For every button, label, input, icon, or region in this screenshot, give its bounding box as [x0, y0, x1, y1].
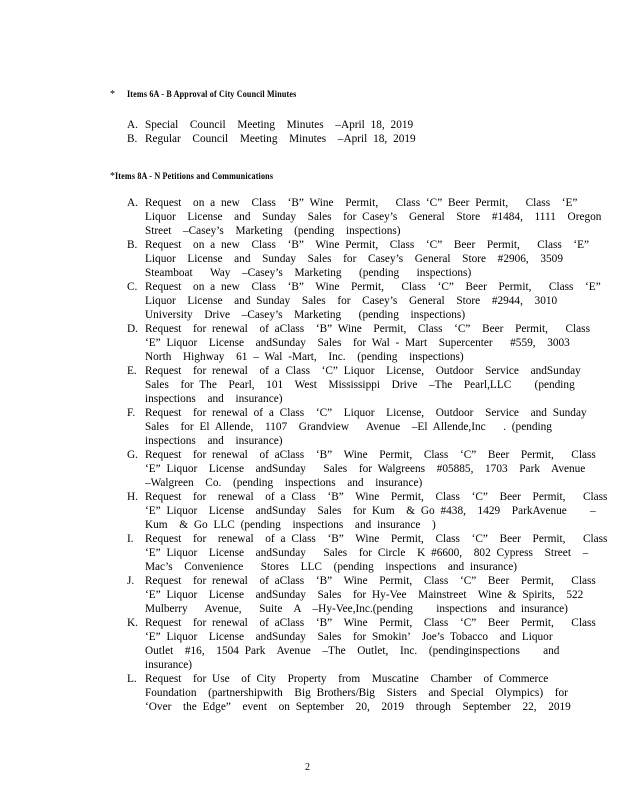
item-text — [145, 672, 571, 714]
item-letter: E. — [127, 365, 137, 377]
text-line: Sales for The Pearl, 101 West Mississippi Drive –The Pearl,LLC (pending — [145, 379, 575, 391]
text-line: inspections and insurance) — [145, 435, 283, 447]
text-line: Sales for El Allende, 1107 Grandview Avenue –El Allende,Inc . (pending — [145, 421, 552, 433]
item-letter: G. — [127, 449, 138, 461]
list-item — [127, 118, 416, 132]
item-text — [145, 238, 589, 280]
text-line: Special Council Meeting Minutes –April 18, 2019 — [145, 119, 414, 131]
text-line: Request for renewal of aClass ‘B” Wine Permit, Class ‘C” Beer Permit, Class — [145, 323, 590, 335]
text-line: Request for renewal of a Class ‘B” Wine Permit, Class ‘C” Beer Permit, Class — [145, 533, 608, 545]
list-item — [127, 532, 607, 574]
text-line: Steamboat Way –Casey’s Marketing (pending inspections) — [145, 267, 472, 279]
list-item — [127, 574, 607, 616]
item-text — [145, 118, 413, 132]
text-line: Request for renewal of a Class ‘B” Wine Permit, Class ‘C” Beer Permit, Class — [145, 491, 608, 503]
text-line: Request for renewal of aClass ‘B” Wine Permit, Class ‘C” Beer Permit, Class — [145, 617, 596, 629]
text-line: North Highway 61 – Wal -Mart, Inc. (pending inspections) — [145, 351, 464, 363]
text-line: Mac’s Convenience Stores LLC (pending inspections and insurance) — [145, 561, 518, 573]
text-line: ‘E” Liquor License andSunday Sales for Circle K #6600, 802 Cypress Street – — [145, 547, 589, 559]
item-letter: H. — [127, 491, 138, 503]
text-line: Liquor License and Sunday Sales for Casey’s General Store #2944, 3010 — [145, 295, 558, 307]
list-item — [127, 448, 607, 490]
text-line: Regular Council Meeting Minutes –April 18, 2019 — [145, 133, 416, 145]
text-line: Request for renewal of a Class ‘C” Liquor License, Outdoor Service andSunday — [145, 365, 581, 377]
item-text — [145, 196, 601, 238]
item-letter: F. — [127, 407, 136, 419]
text-line: Request on a new Class ‘B” Wine Permit, Class ‘C” Beer Permit, Class ‘E” — [145, 197, 578, 209]
item-letter: A. — [127, 197, 138, 209]
text-line: Request for renewal of aClass ‘B” Wine Permit, Class ‘C” Beer Permit, Class — [145, 449, 596, 461]
petitions-list — [127, 196, 607, 714]
text-line: ‘E” Liquor License andSunday Sales for Hy-Vee Mainstreet Wine & Spirits, 522 — [145, 589, 584, 601]
item-letter: J. — [127, 575, 135, 587]
item-letter: I. — [127, 533, 134, 545]
text-line: ‘E” Liquor License andSunday Sales for Walgreens #05885, 1703 Park Avenue — [145, 463, 586, 475]
text-line: Request for Use of City Property from Muscatine Chamber of Commerce — [145, 673, 549, 685]
list-item — [127, 406, 607, 448]
item-text — [145, 574, 596, 616]
item-letter: B. — [127, 133, 138, 145]
list-item — [127, 672, 607, 714]
text-line: ‘E” Liquor License andSunday Sales for Kum & Go #438, 1429 ParkAvenue – — [145, 505, 596, 517]
list-item — [127, 364, 607, 406]
text-line: –Walgreen Co. (pending inspections and insurance) — [145, 477, 423, 489]
item-letter: D. — [127, 323, 138, 335]
text-line: ‘Over the Edge” event on September 20, 2019 through September 22, 2019 — [145, 701, 571, 713]
text-line: Outlet #16, 1504 Park Avenue –The Outlet, Inc. (pendinginspections and — [145, 645, 560, 657]
text-line: Kum & Go LLC (pending inspections and insurance ) — [145, 519, 436, 531]
text-line: Mulberry Avenue, Suite A –Hy-Vee,Inc.(pending inspections and insurance) — [145, 603, 568, 615]
text-line: ‘E” Liquor License andSunday Sales for Smokin’ Joe’s Tobacco and Liquor — [145, 631, 553, 643]
text-line: University Drive –Casey’s Marketing (pending inspections) — [145, 309, 466, 321]
item-text — [145, 406, 587, 448]
item-text — [145, 616, 596, 672]
item-text — [145, 448, 596, 490]
item-letter: C. — [127, 281, 138, 293]
list-item — [127, 238, 607, 280]
text-line: Foundation (partnershipwith Big Brothers/Big Sisters and Special Olympics) for — [145, 687, 568, 699]
item-letter: L. — [127, 673, 137, 685]
item-letter: B. — [127, 239, 138, 251]
text-line: insurance) — [145, 659, 193, 671]
page-number: 2 — [305, 762, 310, 773]
list-item — [127, 280, 607, 322]
text-line: Liquor License and Sunday Sales for Casey’s General Store #2906, 3509 — [145, 253, 563, 265]
list-item — [127, 490, 607, 532]
text-line: Street –Casey’s Marketing (pending inspections) — [145, 225, 401, 237]
item-text — [145, 280, 601, 322]
text-line: Request on a new Class ‘B” Wine Permit, Class ‘C” Beer Permit, Class ‘E” — [145, 239, 590, 251]
item-text — [145, 364, 581, 406]
bullet-star: * — [110, 89, 115, 100]
text-line: Request for renewal of aClass ‘B” Wine Permit, Class ‘C” Beer Permit, Class — [145, 575, 596, 587]
item-text — [145, 532, 607, 574]
item-text — [145, 132, 416, 146]
section-heading: Items 6A - B Approval of City Council Minutes — [127, 90, 297, 100]
bullet-star: * — [110, 171, 115, 182]
item-letter: K. — [127, 617, 138, 629]
text-line: Liquor License and Sunday Sales for Casey’s General Store #1484, 1111 Oregon — [145, 211, 602, 223]
text-line: inspections and insurance) — [145, 393, 283, 405]
item-letter: A. — [127, 119, 138, 131]
text-line: Request on a new Class ‘B” Wine Permit, Class ‘C” Beer Permit, Class ‘E” — [145, 281, 601, 293]
item-text — [145, 322, 590, 364]
text-line: Request for renewal of a Class ‘C” Liquor License, Outdoor Service and Sunday — [145, 407, 587, 419]
list-item — [127, 322, 607, 364]
item-text — [145, 490, 607, 532]
section-heading: Items 8A - N Petitions and Communications — [115, 172, 274, 182]
text-line: ‘E” Liquor License andSunday Sales for Wal - Mart Supercenter #559, 3003 — [145, 337, 570, 349]
list-item — [127, 132, 416, 146]
list-item — [127, 616, 607, 672]
list-item — [127, 196, 607, 238]
minutes-list — [127, 118, 416, 146]
